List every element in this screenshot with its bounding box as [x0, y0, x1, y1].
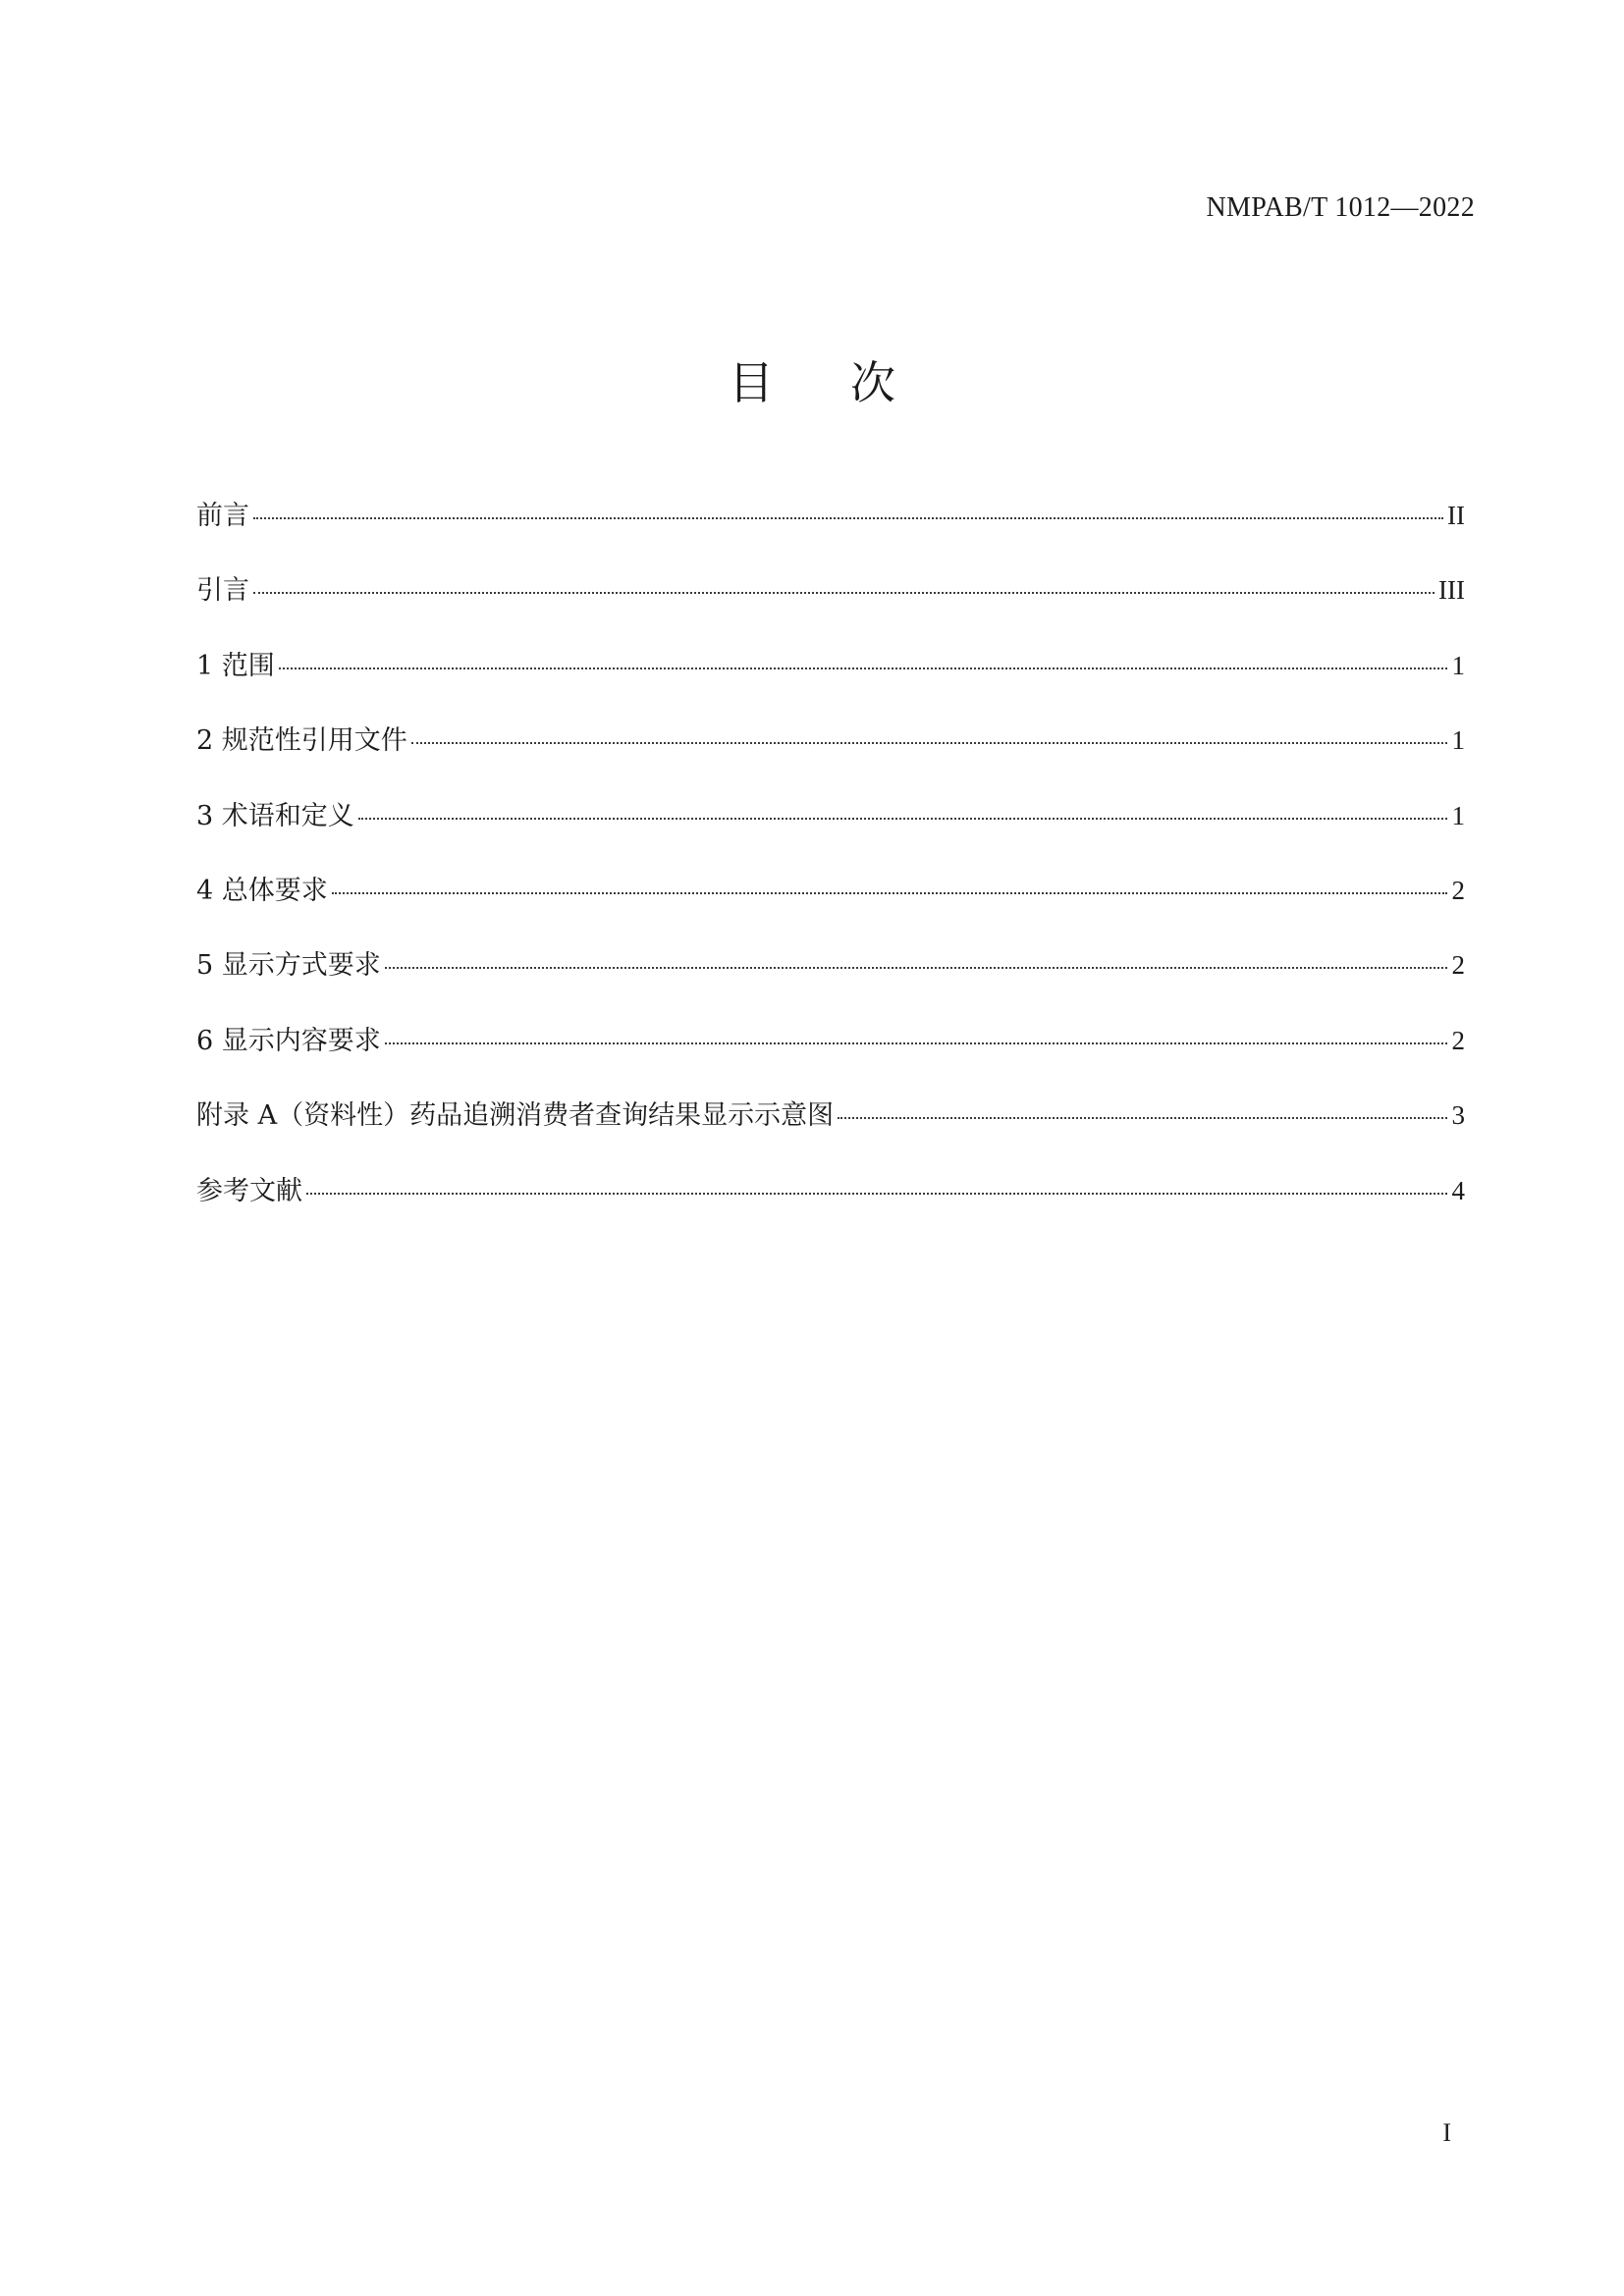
toc-entry-introduction[interactable]	[196, 568, 1465, 643]
toc-entry-page: 2	[1451, 875, 1465, 905]
dot-leader	[358, 818, 1447, 820]
toc-entry-normative-references[interactable]	[196, 719, 1465, 793]
toc-entry-page: 2	[1451, 950, 1465, 981]
toc-entry-display-method[interactable]	[196, 943, 1465, 1018]
document-code: NMPAB/T 1012—2022	[1206, 192, 1475, 223]
dot-leader	[306, 1193, 1447, 1195]
toc-entry-general-requirements[interactable]	[196, 869, 1465, 943]
toc-entry-page: II	[1447, 501, 1465, 530]
toc-entry-display-content[interactable]	[196, 1019, 1465, 1094]
toc-entry-label: 引言	[196, 575, 249, 607]
dot-leader	[385, 1042, 1447, 1044]
toc-entry-page: 3	[1451, 1100, 1465, 1131]
dot-leader	[332, 892, 1447, 894]
toc-entry-page: III	[1438, 575, 1465, 606]
dot-leader	[838, 1117, 1447, 1119]
toc-entry-appendix-a[interactable]	[196, 1094, 1465, 1168]
toc-entry-scope[interactable]	[196, 644, 1465, 719]
toc-entry-label: 4 总体要求	[196, 875, 328, 906]
toc-entry-page: 4	[1451, 1175, 1465, 1205]
toc-entry-label: 参考文献	[196, 1175, 302, 1206]
page-title: 目次	[729, 356, 972, 409]
toc-entry-page: 1	[1451, 800, 1465, 830]
toc-entry-terms-definitions[interactable]	[196, 794, 1465, 869]
toc-entry-label: 前言	[196, 501, 249, 531]
dot-leader	[279, 667, 1447, 669]
dot-leader	[411, 742, 1447, 744]
toc-entry-label: 6 显示内容要求	[196, 1025, 381, 1056]
dot-leader	[253, 592, 1435, 594]
table-of-contents	[196, 494, 1465, 1244]
toc-entry-label: 2 规范性引用文件	[196, 725, 407, 757]
page-number: I	[1442, 2118, 1451, 2147]
toc-entry-label: 3 术语和定义	[196, 800, 354, 831]
toc-entry-label: 5 显示方式要求	[196, 950, 381, 982]
toc-entry-label: 1 范围	[196, 650, 275, 681]
toc-entry-page: 1	[1451, 650, 1465, 680]
toc-entry-bibliography[interactable]	[196, 1169, 1465, 1244]
toc-entry-page: 2	[1451, 1025, 1465, 1055]
dot-leader	[385, 967, 1447, 969]
toc-entry-label: 附录 A（资料性）药品追溯消费者查询结果显示示意图	[196, 1100, 835, 1132]
toc-entry-foreword[interactable]	[196, 494, 1465, 568]
toc-entry-page: 1	[1451, 725, 1465, 756]
dot-leader	[253, 517, 1443, 519]
